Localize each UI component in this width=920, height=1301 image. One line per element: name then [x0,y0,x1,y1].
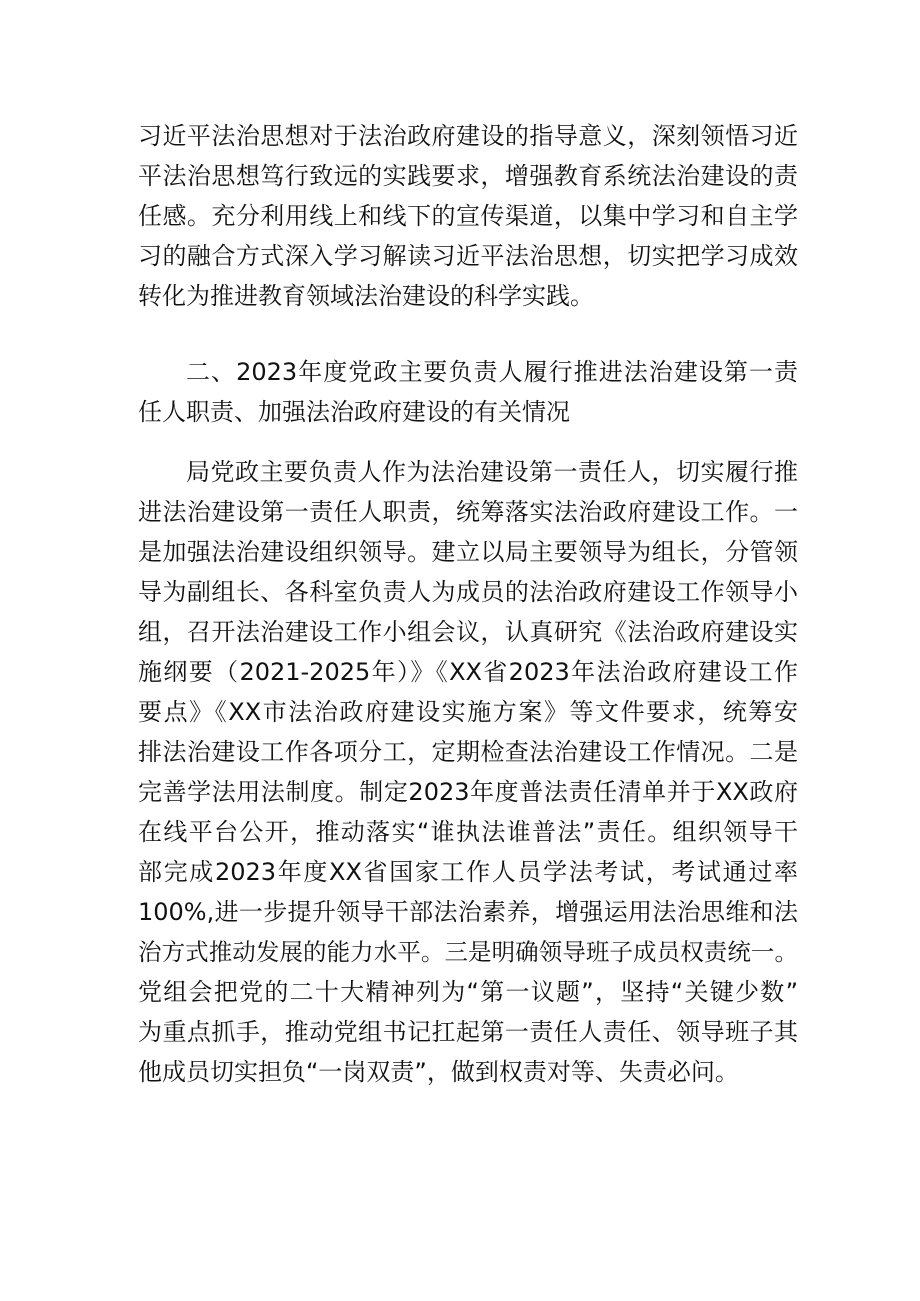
text-line: 任感。充分利用线上和线下的宣传渠道，以集中学习和自主学 [138,202,798,230]
text-line: 局党政主要负责人作为法治建设第一责任人，切实履行推 [186,458,798,486]
text-line: 是加强法治建设组织领导。建立以局主要领导为组长，分管领 [138,538,798,566]
text-line: 100%,进一步提升领导干部法治素养，增强运用法治思维和法 [138,898,798,926]
section-heading: 任人职责、加强法治政府建设的有关情况 [138,398,570,426]
text-line: 治方式推动发展的能力水平。三是明确领导班子成员权责统一。 [138,938,798,966]
text-line: 施纲要（2021-2025年）》《XX省2023年法治政府建设工作 [138,658,798,686]
text-line: 进法治建设第一责任人职责，统筹落实法治政府建设工作。一 [138,498,798,526]
text-line: 平法治思想笃行致远的实践要求，增强教育系统法治建设的责 [138,162,798,190]
text-line: 党组会把党的二十大精神列为“第一议题”，坚持“关键少数” [138,978,798,1006]
text-line: 导为副组长、各科室负责人为成员的法治政府建设工作领导小 [138,578,798,606]
text-line: 排法治建设工作各项分工，定期检查法治建设工作情况。二是 [138,738,798,766]
text-line: 完善学法用法制度。制定2023年度普法责任清单并于XX政府 [138,778,798,806]
text-line: 部完成2023年度XX省国家工作人员学法考试，考试通过率 [138,858,798,886]
text-line: 习近平法治思想对于法治政府建设的指导意义，深刻领悟习近 [138,122,798,150]
text-line: 转化为推进教育领域法治建设的科学实践。 [138,282,594,310]
text-line: 组，召开法治建设工作小组会议，认真研究《法治政府建设实 [138,618,798,646]
text-line: 为重点抓手，推动党组书记扛起第一责任人责任、领导班子其 [138,1018,798,1046]
text-line: 要点》《XX市法治政府建设实施方案》等文件要求，统筹安 [138,698,798,726]
text-line: 习的融合方式深入学习解读习近平法治思想，切实把学习成效 [138,242,798,270]
section-heading: 二、2023年度党政主要负责人履行推进法治建设第一责 [186,358,798,386]
text-line: 在线平台公开，推动落实“谁执法谁普法”责任。组织领导干 [138,818,798,846]
text-line: 他成员切实担负“一岗双责”，做到权责对等、失责必问。 [138,1058,739,1086]
